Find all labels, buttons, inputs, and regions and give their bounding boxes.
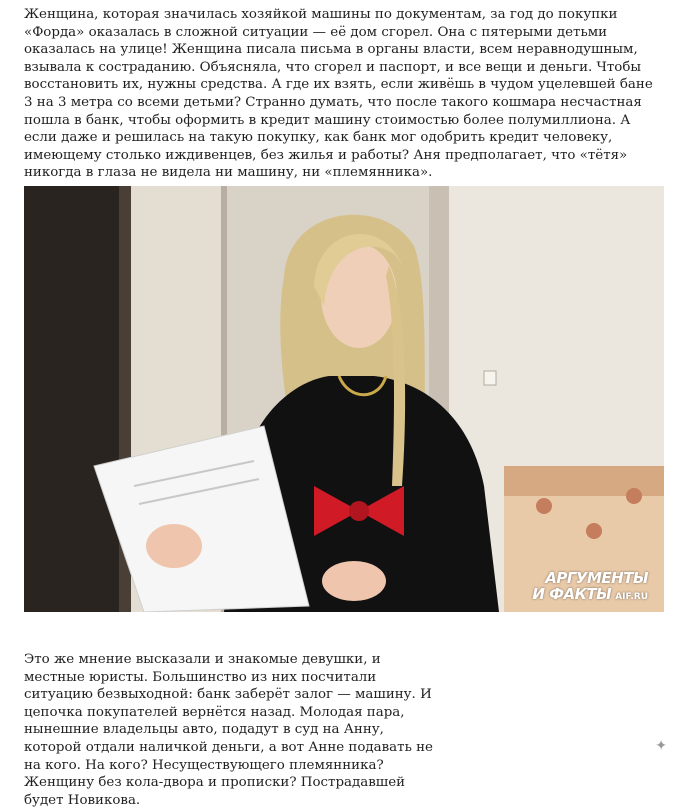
watermark-site: AIF.RU (615, 592, 648, 602)
watermark-line-2: И ФАКТЫ (532, 585, 612, 603)
article-paragraph-bottom: Это же мнение высказали и знакомые девушки, и местные юристы. Большинство из них посчитали ситуацию безвыходной: банк заберёт залог — машину. И цепочка покупателей вернётся назад. Молодая пара, нынешние владельцы авто, подадут в суд на Анну, которой отдали наличкой деньги, а вот Анне подавать не на кого. На кого? Несуществующего племянника? Женщину без кола-двора и прописки? Пострадавшей будет Новикова. (24, 652, 433, 808)
watermark-line-1: АРГУМЕНТЫ (545, 569, 648, 587)
aif-watermark-logo (532, 571, 648, 602)
article-photo (24, 186, 664, 612)
article-paragraph-top: Женщина, которая значилась хозяйкой машины по документам, за год до покупки «Форда» оказалась в сложной ситуации — её дом сгорел. Она с пятерыми детьми оказалась на улице! Женщина писала письма в органы власти, всем неравнодушным, взывала к состраданию. Объясняла, что сгорел и паспорт, и все вещи и деньги. Чтобы восстановить их, нужны средства. А где их взять, если живёшь в чудом уцелевшей бане 3 на 3 метра со всеми детьми? Странно думать, что после такого кошмара несчастная пошла в банк, чтобы оформить в кредит машину стоимостью более полумиллиона. А если даже и решилась на такую покупку, как банк мог одобрить кредит человеку, имеющему столько иждивенцев, без жилья и работы? Аня предполагает, что «тётя» никогда в глаза не видела ни машину, ни «племянника». (24, 7, 653, 181)
sparkle-icon: ✦ (655, 738, 667, 754)
photo-illustration (24, 186, 664, 612)
